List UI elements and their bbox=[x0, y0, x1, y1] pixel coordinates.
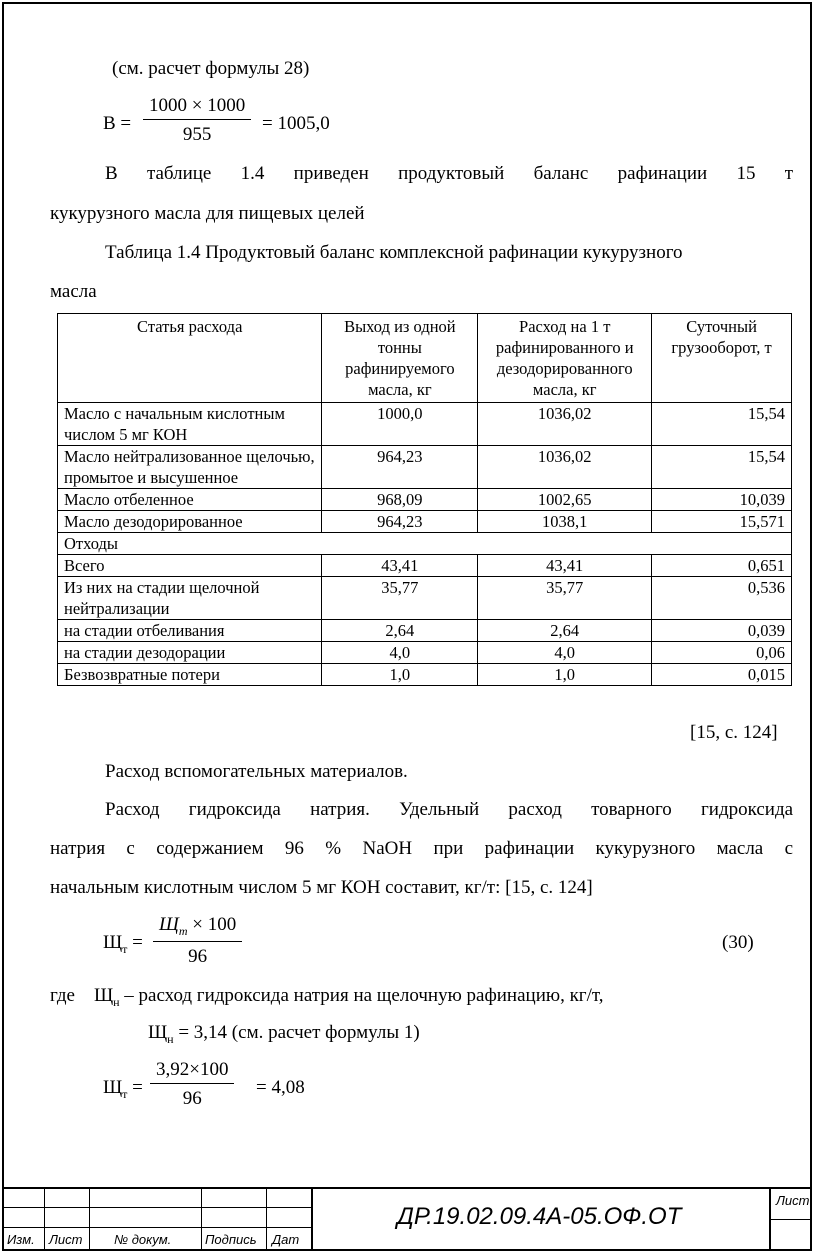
stamp-label-date: Дат bbox=[272, 1232, 300, 1247]
word: продуктовый bbox=[398, 163, 505, 184]
table-row bbox=[58, 664, 792, 686]
table-row bbox=[58, 489, 792, 511]
variable: Щ bbox=[103, 1077, 123, 1098]
table-row bbox=[58, 403, 792, 446]
table-row bbox=[58, 446, 792, 489]
table-cell: 4,0 bbox=[322, 642, 478, 664]
paragraph-2-line-1 bbox=[105, 799, 793, 821]
formula-b-result: = 1005,0 bbox=[262, 113, 330, 134]
calc-result: = 4,08 bbox=[256, 1077, 305, 1098]
word: при bbox=[433, 838, 464, 859]
table-cell: 1000,0 bbox=[322, 403, 478, 446]
variable: Щ bbox=[148, 1022, 168, 1043]
formula-30-numerator bbox=[153, 914, 242, 942]
table-cell: Всего bbox=[58, 555, 322, 577]
variable: Щ bbox=[159, 914, 179, 935]
stamp-label-doc: № докум. bbox=[114, 1232, 172, 1247]
table-cell: 0,651 bbox=[652, 555, 792, 577]
numerator-rest: × 100 bbox=[192, 914, 237, 935]
formula-28-reference: (см. расчет формулы 28) bbox=[112, 58, 310, 79]
word: Удельный bbox=[399, 799, 480, 820]
word: с bbox=[784, 838, 794, 859]
word: рафинации bbox=[484, 838, 575, 859]
table-cell: 1,0 bbox=[478, 664, 652, 686]
table-cell: Масло нейтрализованное щелочью, промытое и высушенное bbox=[58, 446, 322, 489]
word: т bbox=[784, 163, 794, 184]
stamp-col-line bbox=[311, 1187, 313, 1249]
table-cell: Масло дезодорированное bbox=[58, 511, 322, 533]
stamp-sheet-label: Лист bbox=[776, 1193, 810, 1208]
paragraph-2-line-3: начальным кислотным числом 5 мг КОН составит, кг/т: [15, с. 124] bbox=[50, 877, 593, 898]
table-cell: 1,0 bbox=[322, 664, 478, 686]
word: 96 bbox=[284, 838, 304, 859]
table-row bbox=[58, 511, 792, 533]
variable: Щ bbox=[93, 985, 114, 1006]
aux-materials-heading: Расход вспомогательных материалов. bbox=[105, 761, 408, 782]
word: с bbox=[126, 838, 135, 859]
word: содержанием bbox=[156, 838, 264, 859]
table-cell: 4,0 bbox=[478, 642, 652, 664]
table-row bbox=[58, 620, 792, 642]
stamp-label-izm: Изм. bbox=[7, 1232, 35, 1247]
stamp-col-line bbox=[769, 1187, 771, 1249]
table-row bbox=[58, 555, 792, 577]
table-cell: на стадии отбеливания bbox=[58, 620, 322, 642]
table-cell: 0,06 bbox=[652, 642, 792, 664]
formula-b-denominator: 955 bbox=[182, 124, 212, 145]
word: Расход bbox=[105, 799, 160, 820]
table-cell: Масло с начальным кислотным числом 5 мг КОН bbox=[58, 403, 322, 446]
formula-30-fraction bbox=[153, 914, 242, 968]
subscript: т bbox=[122, 1086, 128, 1101]
table-cell: Масло отбеленное bbox=[58, 489, 322, 511]
table-cell: 15,54 bbox=[652, 446, 792, 489]
variable: Щ bbox=[103, 932, 123, 953]
table-cell: 35,77 bbox=[322, 577, 478, 620]
subscript: т bbox=[178, 923, 188, 938]
table-cell: 43,41 bbox=[322, 555, 478, 577]
calc-denominator: 96 bbox=[182, 1088, 202, 1109]
table-row bbox=[58, 533, 792, 555]
product-balance-table bbox=[57, 313, 792, 686]
formula-b-fraction bbox=[143, 95, 251, 146]
word: приведен bbox=[293, 163, 369, 184]
table-cell: 0,536 bbox=[652, 577, 792, 620]
table-cell: Из них на стадии щелочной нейтрализации bbox=[58, 577, 322, 620]
word: NaOH bbox=[362, 838, 413, 859]
stamp-label-sign: Подпись bbox=[205, 1232, 257, 1247]
formula-30-denominator: 96 bbox=[188, 945, 208, 967]
table-cell: Безвозвратные потери bbox=[58, 664, 322, 686]
table-cell: 15,54 bbox=[652, 403, 792, 446]
table-cell: 968,09 bbox=[322, 489, 478, 511]
table-section-cell: Отходы bbox=[58, 533, 792, 555]
formula-30-lhs bbox=[103, 932, 143, 960]
word: гидроксида bbox=[700, 799, 794, 820]
where-definition: – расход гидроксида натрия на щелочную рафинацию, кг/т, bbox=[124, 985, 604, 1006]
table-header-row bbox=[58, 314, 792, 403]
table-cell: 43,41 bbox=[478, 555, 652, 577]
table-cell: 1036,02 bbox=[478, 403, 652, 446]
table-caption-line-1: Таблица 1.4 Продуктовый баланс комплексной рафинации кукурузного bbox=[105, 242, 683, 263]
word: масла bbox=[716, 838, 764, 859]
table-cell: 964,23 bbox=[322, 511, 478, 533]
table-cell: 0,015 bbox=[652, 664, 792, 686]
word: 1.4 bbox=[240, 163, 265, 184]
subscript: н bbox=[113, 994, 120, 1009]
word: гидроксида bbox=[188, 799, 281, 820]
document-code: ДР.19.02.09.4А-05.ОФ.ОТ bbox=[397, 1203, 682, 1230]
title-block-stamp bbox=[2, 1187, 812, 1251]
table-cell: 10,039 bbox=[652, 489, 792, 511]
table-cell: 1038,1 bbox=[478, 511, 652, 533]
equals-sign: = bbox=[132, 1077, 143, 1098]
header-cell: Статья расхода bbox=[58, 314, 322, 403]
table-cell: 1002,65 bbox=[478, 489, 652, 511]
value-line bbox=[148, 1022, 420, 1050]
word: расход bbox=[508, 799, 562, 820]
subscript: н bbox=[167, 1031, 174, 1046]
stamp-col-line bbox=[44, 1187, 45, 1249]
table-cell: 964,23 bbox=[322, 446, 478, 489]
paragraph-2-line-2 bbox=[50, 838, 793, 860]
word: баланс bbox=[533, 163, 589, 184]
stamp-col-line bbox=[266, 1187, 267, 1249]
calc-fraction bbox=[150, 1059, 234, 1110]
stamp-top-line bbox=[2, 1187, 812, 1189]
value-text: = 3,14 (см. расчет формулы 1) bbox=[178, 1022, 420, 1043]
word: таблице bbox=[146, 163, 212, 184]
table-cell: 2,64 bbox=[322, 620, 478, 642]
formula-b-lhs: В = bbox=[103, 113, 132, 134]
word: натрия bbox=[50, 838, 106, 859]
table-cell: 0,039 bbox=[652, 620, 792, 642]
stamp-label-list: Лист bbox=[49, 1232, 83, 1247]
subscript: т bbox=[122, 941, 128, 956]
word: В bbox=[105, 163, 118, 184]
header-cell: Суточный грузооборот, т bbox=[652, 314, 792, 403]
word: % bbox=[325, 838, 342, 859]
word: натрия. bbox=[310, 799, 370, 820]
paragraph-1-line-2: кукурузного масла для пищевых целей bbox=[50, 203, 365, 224]
where-line bbox=[50, 985, 604, 1013]
table-row bbox=[58, 577, 792, 620]
where-label: где bbox=[50, 985, 75, 1006]
paragraph-1-line-1 bbox=[105, 163, 793, 185]
header-cell: Расход на 1 т рафинированного и дезодорированного масла, кг bbox=[478, 314, 652, 403]
table-cell: 1036,02 bbox=[478, 446, 652, 489]
equals-sign: = bbox=[132, 932, 143, 953]
table-row bbox=[58, 642, 792, 664]
stamp-col-line bbox=[89, 1187, 90, 1249]
table-cell: 35,77 bbox=[478, 577, 652, 620]
word: кукурузного bbox=[595, 838, 696, 859]
stamp-sheet-line bbox=[770, 1219, 812, 1220]
word: 15 bbox=[736, 163, 756, 184]
word: товарного bbox=[591, 799, 672, 820]
stamp-col-line bbox=[201, 1187, 202, 1249]
formula-30-number: (30) bbox=[722, 932, 754, 953]
table-caption-line-2: масла bbox=[50, 281, 97, 302]
table-cell: на стадии дезодорации bbox=[58, 642, 322, 664]
calc-numerator: 3,92×100 bbox=[150, 1059, 234, 1084]
header-cell: Выход из одной тонны рафинируемого масла, кг bbox=[322, 314, 478, 403]
word: рафинации bbox=[617, 163, 708, 184]
table-cell: 2,64 bbox=[478, 620, 652, 642]
formula-b-numerator: 1000 × 1000 bbox=[143, 95, 251, 120]
table-cell: 15,571 bbox=[652, 511, 792, 533]
table-source: [15, с. 124] bbox=[690, 722, 778, 743]
calc-lhs bbox=[103, 1077, 143, 1105]
